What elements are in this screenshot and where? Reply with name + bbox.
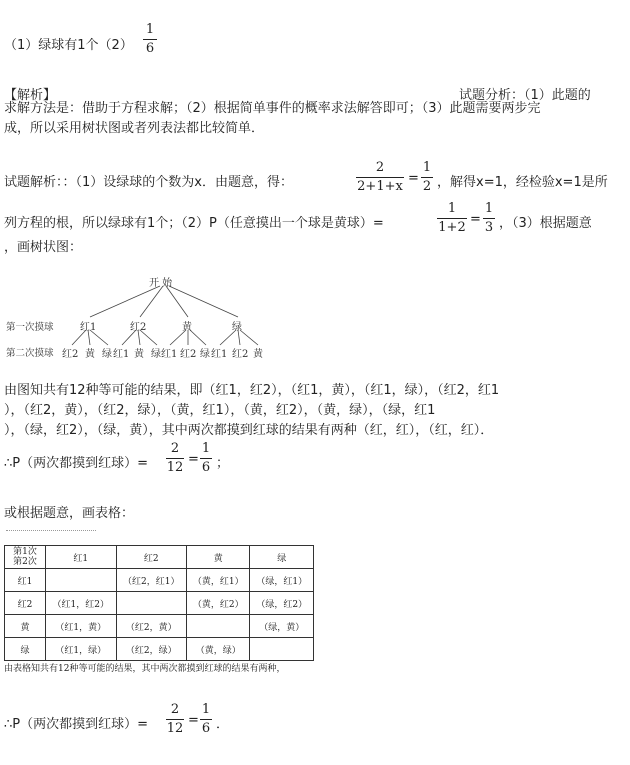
probability-fraction-1 (166, 441, 184, 476)
fraction-denominator: 6 (145, 41, 155, 56)
fraction-denominator: 12 (166, 721, 184, 736)
table-cell: （红1，黄） (46, 615, 117, 638)
final-probability-label: ∴P（两次都摸到红球）= (4, 717, 149, 732)
fraction-denominator: 2 (422, 179, 432, 194)
tree-node-second: 绿 (102, 349, 112, 360)
fraction-denominator: 6 (201, 460, 211, 475)
tree-node-second: 红2 (180, 349, 197, 360)
tree-root: 开 始 (149, 278, 173, 289)
analysis-intro: 试题分析：（1）此题的 (459, 88, 591, 103)
fraction-denominator: 2+1+x (357, 179, 403, 194)
fraction-denominator: 6 (201, 721, 211, 736)
table-row (5, 592, 314, 615)
table-title-remnant (6, 530, 96, 535)
table-cell: （红1，绿） (46, 638, 117, 661)
fraction-numerator: 2 (170, 702, 180, 717)
fraction-numerator: 2 (375, 160, 385, 175)
tree-node-second: 红1 (161, 349, 178, 360)
fraction-bar (200, 719, 212, 720)
table-cell: （绿，红1） (250, 569, 314, 592)
equation-2-equals: = (470, 212, 481, 227)
fraction-numerator: 1 (484, 201, 494, 216)
table-header-row (5, 546, 314, 569)
table-row-label: 红2 (5, 592, 46, 615)
table-row-label: 红1 (5, 569, 46, 592)
results-line-2: ），（红2，黄），（红2，绿），（黄，红1），（黄，红2），（黄，绿），（绿，红1 (4, 403, 436, 418)
fraction-numerator: 1 (422, 160, 432, 175)
fraction-bar (143, 39, 157, 40)
fraction-numerator: 1 (145, 22, 155, 37)
equation-1-right-fraction (421, 160, 433, 195)
tree-node-second: 红1 (211, 349, 228, 360)
equation-1-left-fraction (356, 160, 404, 195)
fraction-numerator: 1 (447, 201, 457, 216)
table-cell: （红2，红1） (116, 569, 187, 592)
tree-node-second: 绿 (200, 349, 210, 360)
fraction-numerator: 1 (201, 441, 211, 456)
table-corner-cell (5, 546, 46, 569)
fraction-bar (166, 719, 184, 720)
tree-node-second: 黄 (134, 349, 144, 360)
tree-node-first: 红2 (130, 322, 147, 333)
fraction-numerator: 1 (201, 702, 211, 717)
tree-node-second: 红1 (113, 349, 130, 360)
tree-node-first: 绿 (232, 322, 242, 333)
table-cell: （红2，黄） (116, 615, 187, 638)
tree-node-first: 黄 (182, 322, 192, 333)
fraction-bar (483, 218, 495, 219)
results-line-3: ），（绿，红2），（绿，黄），其中两次都摸到红球的结果有两种（红，红），（红，红）． (4, 423, 494, 438)
table-header-cell: 红1 (46, 546, 117, 569)
solution-line-1: 试题解析：：（1）设绿球的个数为x．由题意，得： (4, 175, 293, 190)
fraction-numerator: 2 (170, 441, 180, 456)
corner-top: 第1次 (13, 547, 37, 557)
table-caption: 由表格知共有12种等可能的结果，其中两次都摸到红球的结果有两种， (4, 664, 286, 674)
fraction-bar (166, 458, 184, 459)
tree-node-second: 绿 (151, 349, 161, 360)
table-row-label: 绿 (5, 638, 46, 661)
solution-line-3: ，画树状图： (4, 240, 83, 255)
answer-text: （1）绿球有1个（2） (4, 38, 133, 53)
fraction-denominator: 1+2 (438, 220, 466, 235)
table-header-cell: 绿 (250, 546, 314, 569)
fraction-denominator: 3 (484, 220, 494, 235)
equation-1-equals: = (408, 171, 419, 186)
tree-edge (169, 286, 238, 317)
fraction-bar (356, 177, 404, 178)
solution-line-1-end: ，解得x=1，经检验x=1是所 (437, 175, 608, 190)
probability-end: ； (216, 456, 230, 471)
tree-row-label-second: 第二次摸球 (6, 348, 54, 359)
tree-edge (90, 286, 160, 317)
fraction-denominator: 12 (166, 460, 184, 475)
corner-bottom: 第2次 (13, 557, 37, 567)
answer-fraction (143, 22, 157, 57)
table-cell: （黄，红1） (187, 569, 250, 592)
tree-row-label-first: 第一次摸球 (6, 322, 54, 333)
analysis-line-3: 成，所以采用树状图或者列表法都比较简单． (4, 121, 265, 136)
equation-2-right-fraction (483, 201, 495, 236)
solution-line-2: 列方程的根，所以绿球有1个；（2）P（任意摸出一个球是黄球）= (4, 216, 384, 231)
probability-fraction-2 (200, 441, 212, 476)
table-cell: （黄，绿） (187, 638, 250, 661)
table-cell (187, 615, 250, 638)
tree-node-second: 红2 (62, 349, 79, 360)
table-intro: 或根据题意，画表格： (4, 506, 135, 521)
table-row (5, 569, 314, 592)
probability-equals: = (188, 452, 199, 467)
table-row (5, 615, 314, 638)
fraction-bar (421, 177, 433, 178)
final-probability-end: ． (216, 717, 230, 732)
table-cell: （红2，绿） (116, 638, 187, 661)
table-row (5, 638, 314, 661)
tree-node-first: 红1 (80, 322, 97, 333)
table-cell: （绿，红2） (250, 592, 314, 615)
fraction-bar (437, 218, 467, 219)
final-probability-equals: = (188, 713, 199, 728)
table-cell (116, 592, 187, 615)
tree-edge (140, 286, 163, 317)
equation-2-left-fraction (437, 201, 467, 236)
final-probability-fraction-1 (166, 702, 184, 737)
table-header-cell: 红2 (116, 546, 187, 569)
table-cell: （红1，红2） (46, 592, 117, 615)
results-line-1: 由图知共有12种等可能的结果，即（红1，红2），（红1，黄），（红1，绿），（红2，红1 (4, 383, 500, 398)
tree-node-second: 黄 (85, 349, 95, 360)
table-cell (46, 569, 117, 592)
table-cell: （黄，红2） (187, 592, 250, 615)
table-cell (250, 638, 314, 661)
tree-edge (190, 330, 206, 345)
table-row-label: 黄 (5, 615, 46, 638)
tree-node-second: 红2 (232, 349, 249, 360)
tree-node-second: 黄 (253, 349, 263, 360)
final-probability-fraction-2 (200, 702, 212, 737)
table-cell: （绿，黄） (250, 615, 314, 638)
table-header-cell: 黄 (187, 546, 250, 569)
outcome-table (4, 545, 314, 661)
tree-edge (240, 330, 258, 345)
probability-label: ∴P（两次都摸到红球）= (4, 456, 149, 471)
solution-line-2-end: ，（3）根据题意 (499, 216, 592, 231)
fraction-bar (200, 458, 212, 459)
analysis-line-2: 求解方法是：借助于方程求解；（2）根据简单事件的概率求法解答即可；（3）此题需要两步完 (4, 101, 541, 116)
analysis-header: 【解析】 (4, 88, 57, 103)
tree-edge (166, 286, 188, 317)
